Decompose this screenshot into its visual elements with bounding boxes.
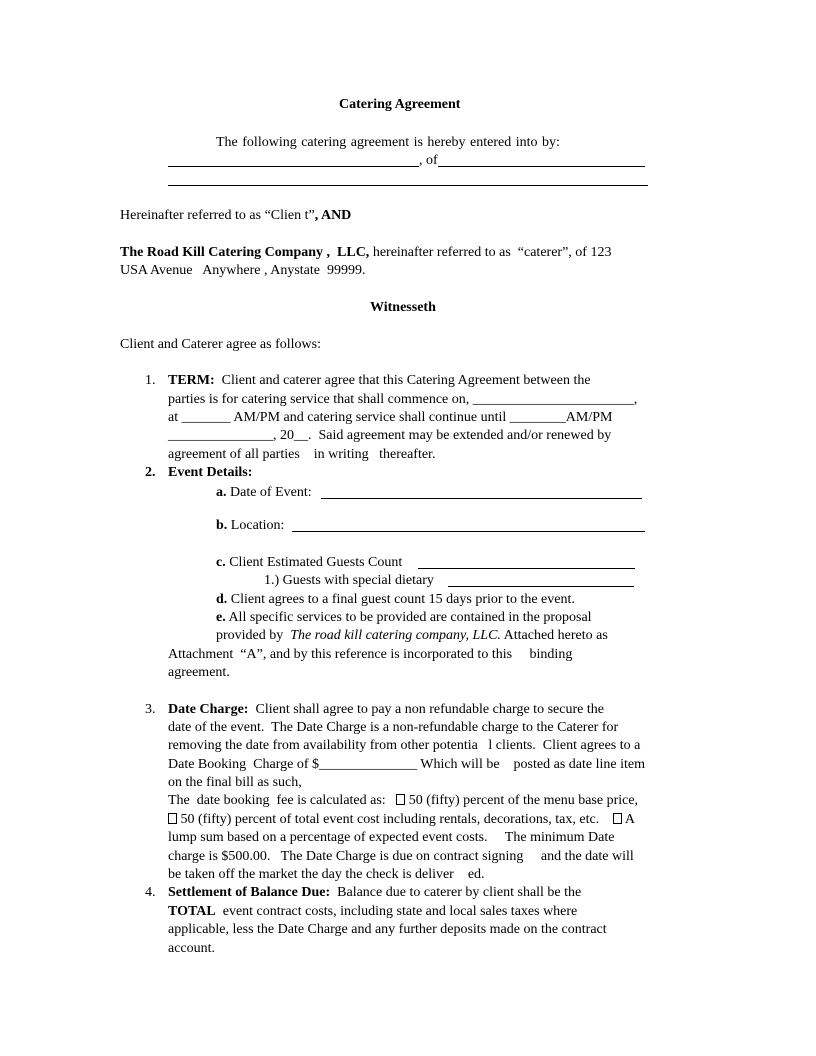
witnesseth-heading: Witnesseth	[370, 300, 436, 315]
final-count-row	[216, 591, 575, 610]
services-letter: e.	[216, 610, 226, 625]
section3-line5: on the final bill as such,	[168, 775, 302, 790]
option-total-checkbox[interactable]	[168, 813, 177, 824]
option-menu-text: 50 (fifty) percent of the menu base price,	[405, 793, 639, 808]
dietary-label: 1.) Guests with special dietary	[264, 573, 438, 588]
section3-line10: be taken off the market the day the check is deliver ed.	[168, 867, 485, 882]
section4-number: 4.	[145, 885, 156, 900]
services-attached: Attached hereto as	[500, 628, 608, 643]
location-letter: b.	[216, 518, 228, 533]
services-line4: agreement.	[168, 665, 230, 680]
event-date-letter: a.	[216, 485, 227, 500]
section3-line7	[168, 811, 635, 830]
section3-label: Date Charge:	[168, 702, 249, 717]
section1-number: 1.	[145, 373, 156, 388]
dietary-blank[interactable]	[448, 586, 634, 587]
section4-line2	[168, 903, 577, 922]
client-reference	[120, 207, 351, 226]
final-count-text: Client agrees to a final guest count 15 days prior to the event.	[227, 592, 575, 607]
location-row	[216, 517, 288, 536]
client-ref-and: , AND	[314, 208, 352, 223]
event-date-blank[interactable]	[321, 498, 642, 499]
section4-line3: applicable, less the Date Charge and any further deposits made on the contract	[168, 922, 607, 937]
section1-line5: agreement of all parties in writing thereafter.	[168, 447, 436, 462]
section4-total: TOTAL	[168, 904, 216, 919]
location-label: Location:	[227, 518, 288, 533]
event-date-label: Date of Event:	[226, 485, 316, 500]
caterer-name: The Road Kill Catering Company , LLC,	[120, 245, 370, 260]
section4-line2-text: event contract costs, including state and local sales taxes where	[215, 904, 578, 919]
caterer-ref-quote: “caterer”, of 123	[517, 245, 612, 260]
caterer-reference	[120, 244, 611, 263]
section1-label: TERM:	[168, 373, 215, 388]
services-provided-by: provided by	[216, 628, 291, 643]
services-company-name: The road kill catering company, LLC.	[290, 628, 501, 643]
client-address-blank[interactable]	[438, 166, 645, 167]
guest-count-blank[interactable]	[418, 568, 635, 569]
section3-line8: lump sum based on a percentage of expected event costs. The minimum Date	[168, 830, 615, 845]
caterer-address: USA Avenue Anywhere , Anystate 99999.	[120, 263, 366, 278]
section1-line3: at _______ AM/PM and catering service shall continue until ________AM/PM	[168, 410, 613, 425]
services-line3: Attachment “A”, and by this reference is incorporated to this binding	[168, 647, 573, 662]
section3-line9: charge is $500.00. The Date Charge is due on contract signing and the date will	[168, 849, 634, 864]
section1-line2: parties is for catering service that shall commence on, _______________________,	[168, 392, 638, 407]
option-menu-checkbox[interactable]	[396, 794, 405, 805]
client-ref-prefix: Hereinafter referred to as	[120, 208, 265, 223]
of-label: , of	[419, 153, 438, 168]
option-total-text: 50 (fifty) percent of total event cost including rentals, decorations, tax, etc.	[177, 812, 614, 827]
guest-count-row	[216, 554, 406, 573]
section3-line2: date of the event. The Date Charge is a non-refundable charge to the Caterer for	[168, 720, 619, 735]
fee-calc-label: The date booking fee is calculated as:	[168, 793, 397, 808]
client-ref-quote: “Clien t”	[264, 208, 315, 223]
section2-number: 2.	[145, 465, 156, 480]
section3-number: 3.	[145, 702, 156, 717]
section4-line1	[168, 884, 581, 903]
section3-line1	[168, 701, 604, 720]
guest-count-letter: c.	[216, 555, 226, 570]
guest-count-label: Client Estimated Guests Count	[225, 555, 406, 570]
option-lump-text: A	[622, 812, 636, 827]
section3-line4: Date Booking Charge of $______________ Which will be posted as date line item	[168, 757, 645, 772]
section4-line4: account.	[168, 941, 216, 956]
agree-intro: Client and Caterer agree as follows:	[120, 337, 321, 352]
client-name-blank[interactable]	[168, 166, 419, 167]
section3-line6	[168, 792, 638, 811]
services-line2	[216, 627, 608, 646]
document-title: Catering Agreement	[339, 97, 461, 112]
section4-text: Balance due to caterer by client shall be the	[330, 885, 582, 900]
services-row	[216, 609, 592, 628]
option-lump-checkbox[interactable]	[613, 813, 622, 824]
section1-text: Client and caterer agree that this Catering Agreement between the	[214, 373, 591, 388]
location-blank[interactable]	[292, 531, 645, 532]
caterer-ref-mid: hereinafter referred to as	[369, 245, 518, 260]
section4-label: Settlement of Balance Due:	[168, 885, 331, 900]
section3-text: Client shall agree to pay a non refundable charge to secure the	[248, 702, 604, 717]
services-text: All specific services to be provided are contained in the proposal	[225, 610, 592, 625]
final-count-letter: d.	[216, 592, 228, 607]
section2-label: Event Details:	[168, 465, 253, 480]
intro-text: The following catering agreement is hereby entered into by:	[216, 135, 560, 150]
event-date-row	[216, 484, 315, 503]
section1-line1	[168, 372, 591, 391]
client-address-blank-2[interactable]	[168, 185, 648, 186]
section1-line4: _______________, 20__. Said agreement may be extended and/or renewed by	[168, 428, 612, 443]
section3-line3: removing the date from availability from other potentia l clients. Client agrees to a	[168, 738, 641, 753]
